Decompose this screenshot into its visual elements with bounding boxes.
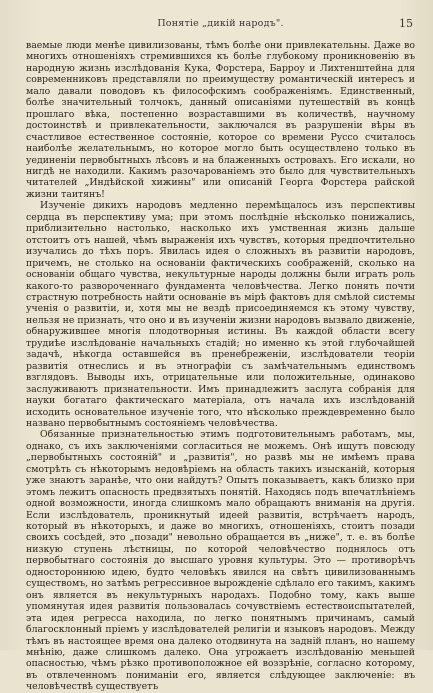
body-text (26, 40, 415, 693)
paragraph-continuation: ваемые люди менѣе цивилизованы, тѣмъ болѣе они привлекательны. Даже во многихъ отношеніяхъ стремившихся къ болѣе глубокому проникновенію въ народную жизнь изслѣдованія Кука, Форстера, Барроу и Лихтенштейна для современниковъ представляли по преимуществу романтическій интересъ и мало давали поводовъ къ философскимъ соображеніямъ. Единственный, болѣе значительный толчокъ, данный описаніями путешествій въ концѣ прошлаго вѣка, постепенно возраставшими въ количествѣ, научному достоинствѣ и привлекательности, заключался въ разрушеніи вѣры въ счастливое естественное состояніе, которое со времени Руссо считалось наиболѣе желательнымъ, но которое могло быть осуществлено только въ уединеніи первобытныхъ лѣсовъ и на блаженныхъ островахъ. Его искали, но нигдѣ не находили. Какимъ разочарованіемъ это было для чувствительныхъ читателей „Индѣйской хижины" или описаній Георга Форстера райской жизни таитянъ! (26, 40, 415, 200)
paragraph: Обязанные признательностью этимъ подготовительнымъ работамъ, мы, однако, съ ихъ заключеніями согласиться не можемъ. Онѣ ищутъ повсюду „первобытныхъ состояній" и „развитія", но развѣ мы не имѣемъ права смотрѣть съ нѣкоторымъ недовѣріемъ на область такихъ изысканій, которыя уже знаютъ заранѣе, что они найдутъ? Опытъ показываетъ, какъ близко при этомъ лежитъ опасность предвзятыхъ понятій. Находясь подъ впечатлѣніемъ одной возможности, иногда слишкомъ мало обращаютъ вниманія на другія. Если изслѣдователь, проникнутый идеей развитія, встрѣчаетъ народъ, который въ нѣкоторыхъ, и даже во многихъ, отношеніяхъ, стоитъ позади своихъ сосѣдей, это „позади" невольно обращается въ „ниже", т. е. въ болѣе низкую ступень лѣстницы, по которой человѣчество поднялось отъ первобытнаго состоянія до высшаго уровня культуры. Это — противорѣчъ одностороннюю идею, будто человѣкъ явился на свѣтъ цивилизованнымъ существомъ, но затѣмъ регрессивное вырожденіе сдѣлало его такимъ, какимъ онъ является въ некультурныхъ народахъ. Подобно тому, какъ выше упомянутая идея развитія пользовалась сочувствіемъ естествоиспытателей, эта идея регресса находила, по легко понятнымъ причинамъ, самый благосклонный пріемъ у изслѣдователей религіи и языковъ народовъ. Между тѣмъ въ настоящее время она далеко отодвинута на задній планъ, но нашему мнѣнію, даже слишкомъ далеко. Она угрожаетъ изслѣдованію меньшей опасностью, чѣмъ рѣзко противоположное ей воззрѣніе, согласно которому, въ отвлеченномъ пониманіи его, является слѣдующее заключеніе: въ человѣчествѣ существуетъ (26, 429, 415, 693)
paragraph: Изученіе дикихъ народовъ медленно перемѣщалось изъ перспективы сердца въ перспективу ума; при этомъ послѣдніе нѣсколько понижались, приблизительно настолько, насколько ихъ умственная жизнь дальше отстоитъ отъ нашей, чѣмъ выраженія ихъ чувствъ, которыя предпочтительно изучались до тѣхъ поръ. Явилась идея о сложныхъ въ развитіи народовъ, причемъ, не столько на основаніи фактическихъ соображеній, сколько на основаніи общаго чувства, некультурные народы должны были играть роль какого-то развороченнаго фундамента человѣчества. Легко понять почти страстную потребность найти основаніе въ мірѣ фактовъ для смѣлой системы ученія о развитіи, и, хотя мы не вездѣ присоединяемся къ этому чувству, нельзя не признать, что оно и въ изученіи жизни народовъ вызвало движеніе, обнаружившее многія плодотворныя истины. Въ каждой области всегу трудиѣе изслѣдованіе начальныхъ стадій; но именно къ этой глубочайшей задачѣ, нѣкогда оставшейся въ пренебреженіи, изслѣдователи теоріи развитія отнеслись и въ этнографіи съ замѣчательнымъ единствомъ взглядовъ. Выводы ихъ, отрицательные или положительные, одинаково заслуживаютъ признательности. Имъ принадлежитъ заслуга собранія для науки богатаго фактическаго матеріала, отъ начала ихъ изслѣдованій исходить основательное изученіе того, что нѣсколько преждевременно было названо первобытнымъ состояніемъ человѣчества. (26, 200, 415, 429)
page-header (26, 18, 415, 34)
page-number: 15 (399, 17, 413, 30)
running-head: Понятіе „дикій народъ". (157, 18, 284, 29)
